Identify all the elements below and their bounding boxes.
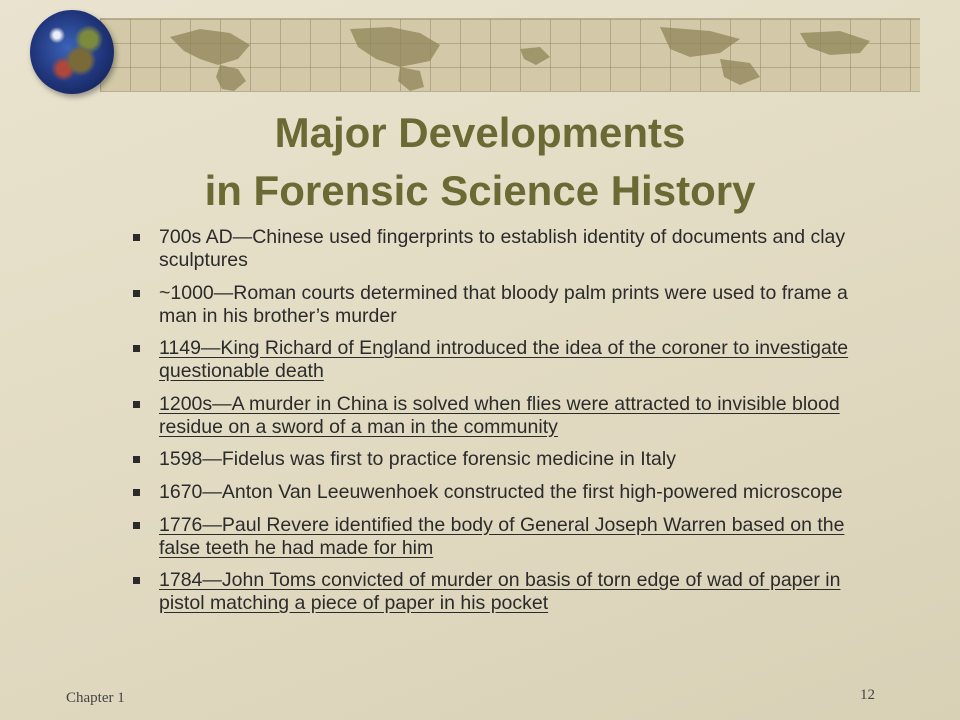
world-map-banner: [100, 18, 920, 92]
page-number: 12: [860, 687, 875, 703]
bullet-item: 1598—Fidelus was first to practice forensic medicine in Italy: [130, 448, 880, 471]
bullet-item-link[interactable]: 1776—Paul Revere identified the body of General Joseph Warren based on the false teeth he had made for him: [130, 514, 880, 560]
slide-title-line-1: Major Developments: [274, 109, 686, 156]
bullet-item: 700s AD—Chinese used fingerprints to establish identity of documents and clay sculptures: [130, 226, 880, 272]
bullet-marker-icon: [133, 456, 140, 463]
bullet-marker-icon: [133, 577, 140, 584]
globe-icon: [30, 10, 114, 94]
bullet-item: ~1000—Roman courts determined that bloody palm prints were used to frame a man in his brother’s murder: [130, 282, 880, 328]
world-map-icon: [100, 19, 920, 91]
bullet-item: 1670—Anton Van Leeuwenhoek constructed the first high-powered microscope: [130, 481, 880, 504]
bullet-item-link[interactable]: 1200s—A murder in China is solved when flies were attracted to invisible blood residue on a sword of a man in the community: [130, 393, 880, 439]
bullet-marker-icon: [133, 489, 140, 496]
footer-chapter-label: Chapter 1: [66, 690, 125, 706]
bullet-marker-icon: [133, 401, 140, 408]
bullet-marker-icon: [133, 290, 140, 297]
bullet-marker-icon: [133, 345, 140, 352]
slide-title-line-2: in Forensic Science History: [204, 167, 756, 214]
slide-title: [100, 104, 860, 220]
bullet-item-link[interactable]: 1149—King Richard of England introduced the idea of the coroner to investigate questionable death: [130, 337, 880, 383]
bullet-item-link[interactable]: 1784—John Toms convicted of murder on basis of torn edge of wad of paper in pistol matching a piece of paper in his pocket: [130, 569, 880, 615]
bullet-marker-icon: [133, 522, 140, 529]
bullet-list: [130, 226, 880, 625]
bullet-marker-icon: [133, 234, 140, 241]
